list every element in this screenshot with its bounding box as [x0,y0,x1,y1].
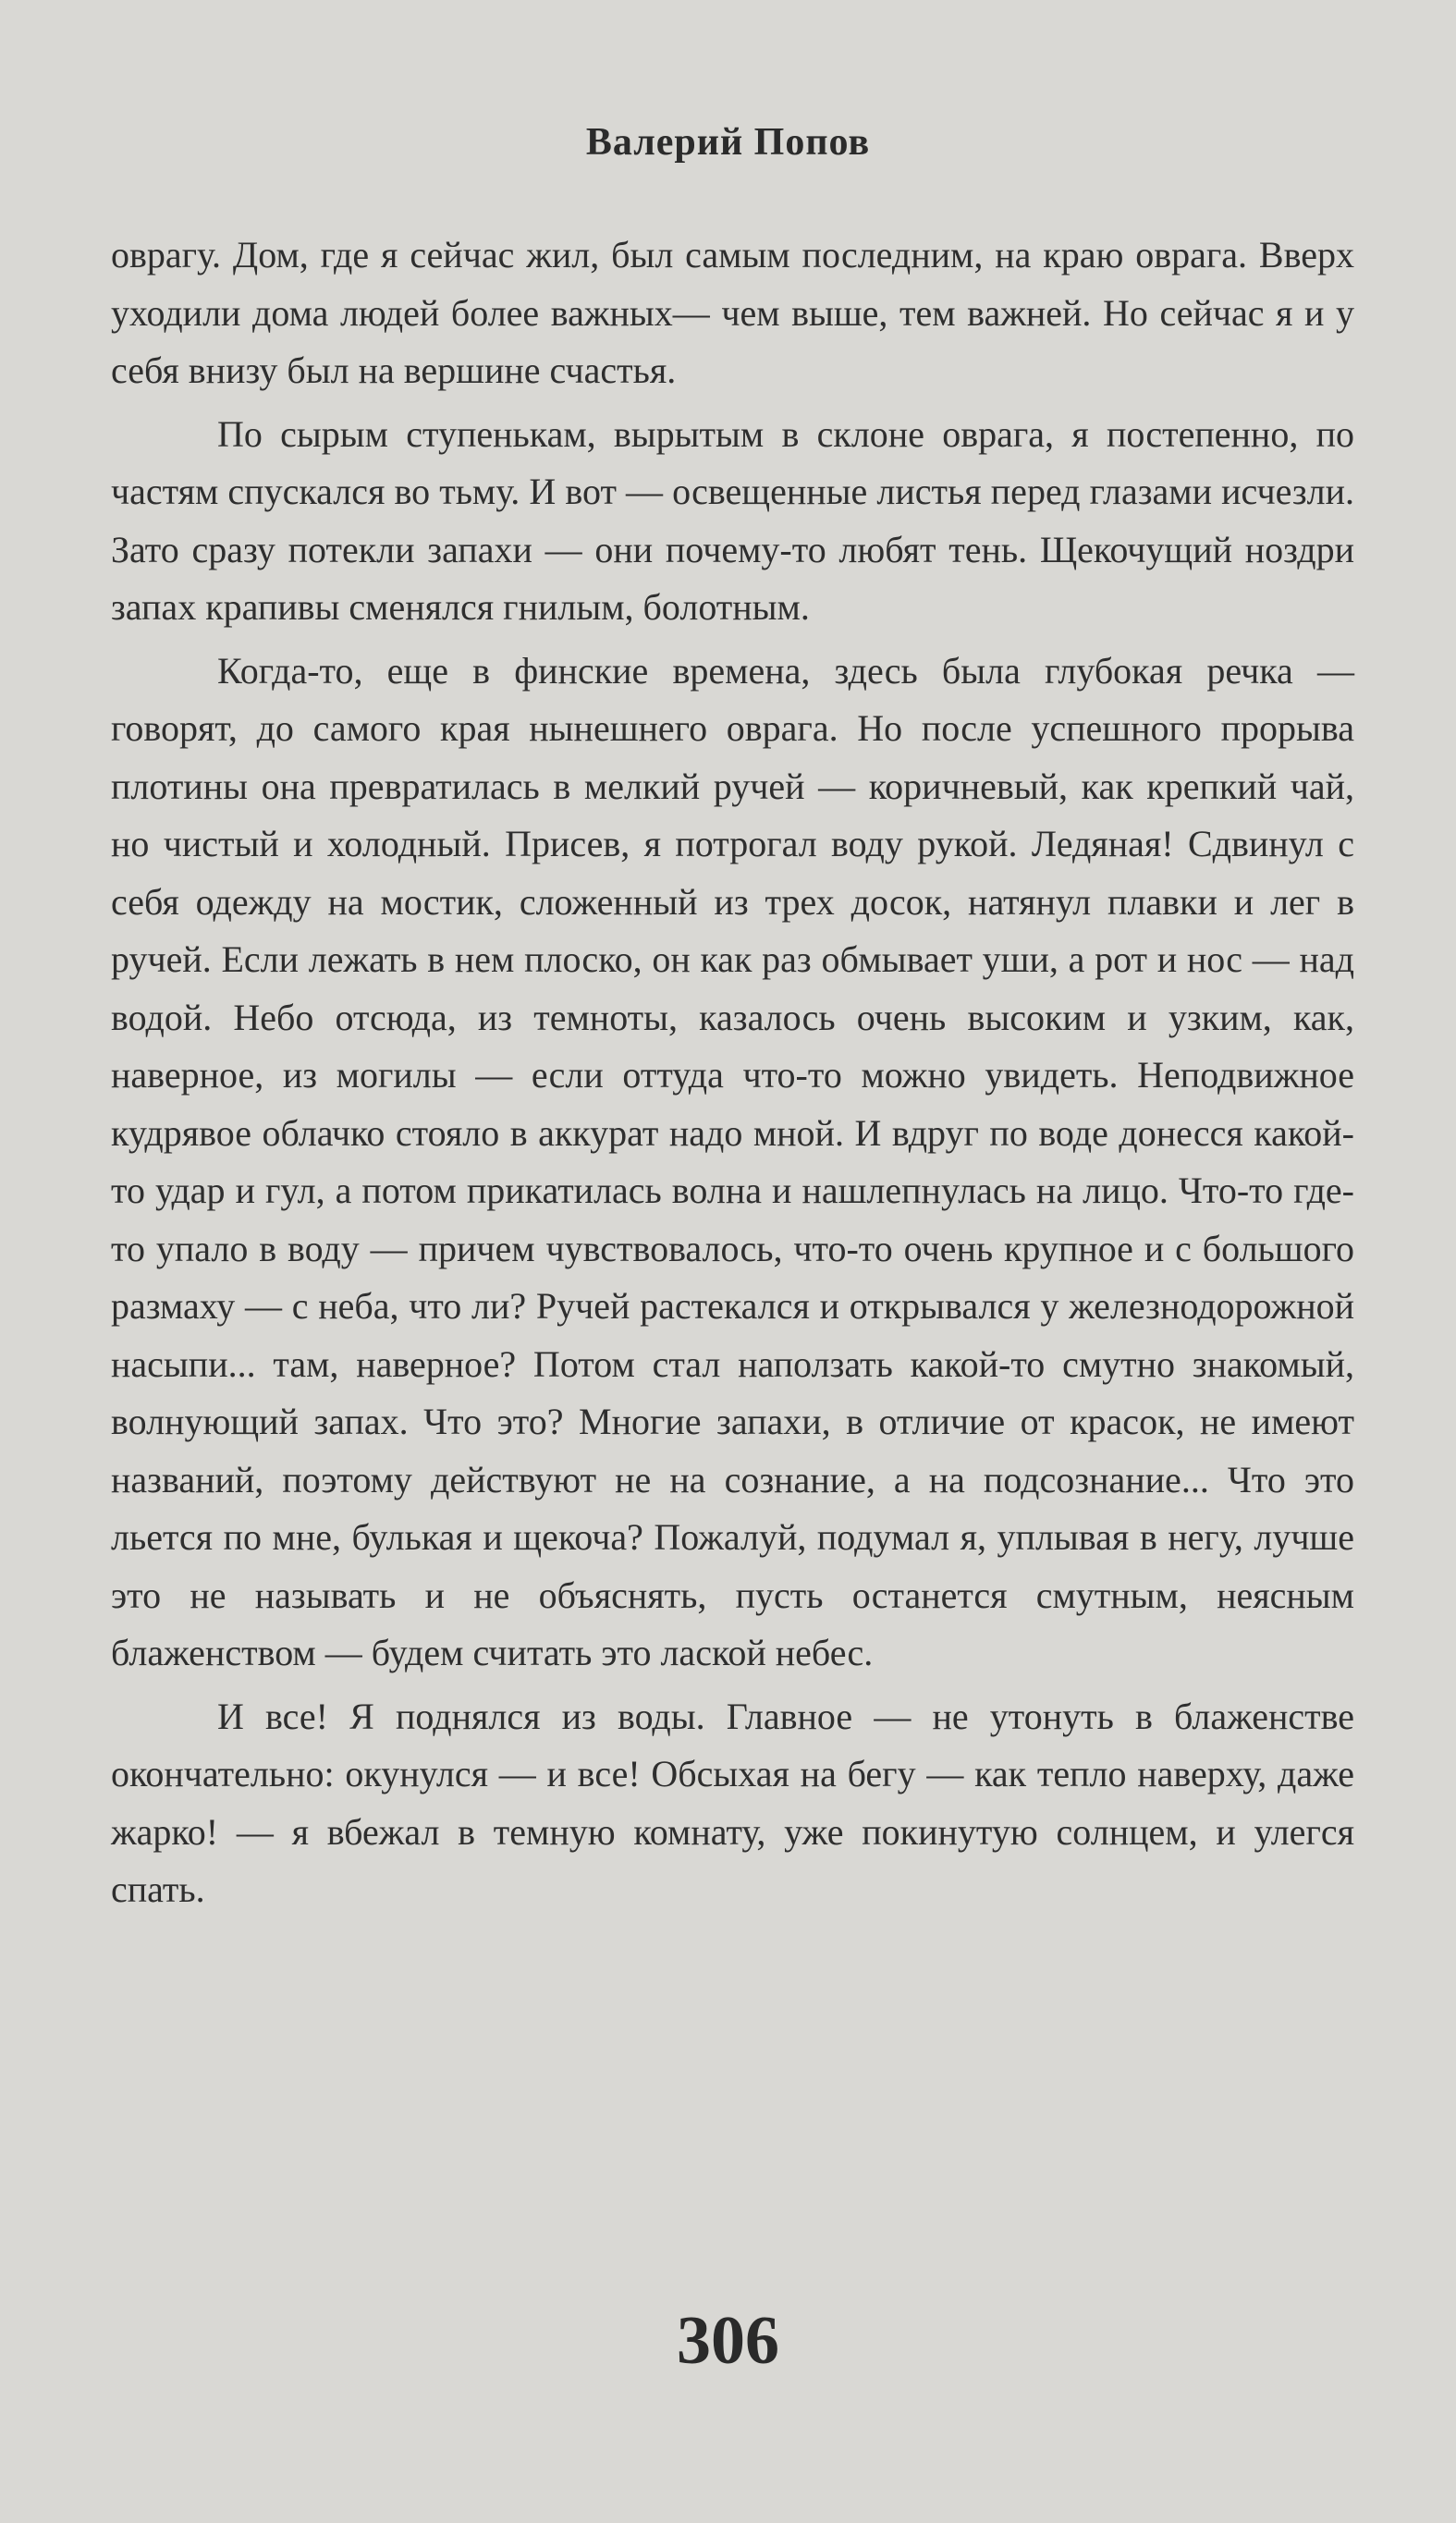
paragraph-stream: Когда-то, еще в финские времена, здесь была глубокая речка — говорят, до самого края нынешнего оврага. Но после успешного прорыва плотины она превратилась в мелкий ручей — коричневый, как крепкий чай, но чистый и холодный. Присев, я потрогал воду рукой. Ледяная! Сдвинул с себя одежду на мостик, сложенный из трех досок, натянул плавки и лег в ручей. Если лежать в нем плоско, он как раз обмывает уши, а рот и нос — над водой. Небо отсюда, из темноты, казалось очень высоким и узким, как, наверное, из могилы — если оттуда что-то можно увидеть. Неподвижное кудрявое облачко стояло в аккурат надо мной. И вдруг по воде донесся какой-то удар и гул, а потом прикатилась волна и нашлепнулась на лицо. Что-то где-то упало в воду — причем чувствовалось, что-то очень крупное и с большого размаху — с неба, что ли? Ручей растекался и открывался у железнодорожной насыпи... там, наверное? Потом стал наползать какой-то смутно знакомый, волнующий запах. Что это? Многие запахи, в отличие от красок, не имеют названий, поэтому действуют не на сознание, а на подсознание... Что это льется по мне, булькая и щекоча? Пожалуй, подумал я, уплывая в негу, лучше это не называть и не объяснять, пусть останется смутным, неясным блаженством — будем считать это лаской небес. [111,649,1354,1673]
paragraph-stairs: По сырым ступенькам, вырытым в склоне оврага, я постепенно, по частям спускался во тьму. И вот — освещенные листья перед глазами исчезли. Зато сразу потекли запахи — они почему-то любят тень. Щекочущий ноздри запах крапивы сменялся гнилым, болотным. [111,412,1354,628]
paragraph-ending: И все! Я поднялся из воды. Главное — не утонуть в блаженстве окончательно: окунулся — и все! Обсыхая на бегу — как тепло наверху, даже жарко! — я вбежал в темную комнату, уже покинутую солнцем, и улегся спать. [111,1695,1354,1910]
page-body [111,227,1354,1925]
page-number: 306 [677,2303,779,2379]
running-header: Валерий Попов [585,121,871,164]
paragraph-continuation: оврагу. Дом, где я сейчас жил, был самым последним, на краю оврага. Вверх уходили дома людей более важных— чем выше, тем важней. Но сейчас я и у себя внизу был на вершине счастья. [111,234,1354,391]
